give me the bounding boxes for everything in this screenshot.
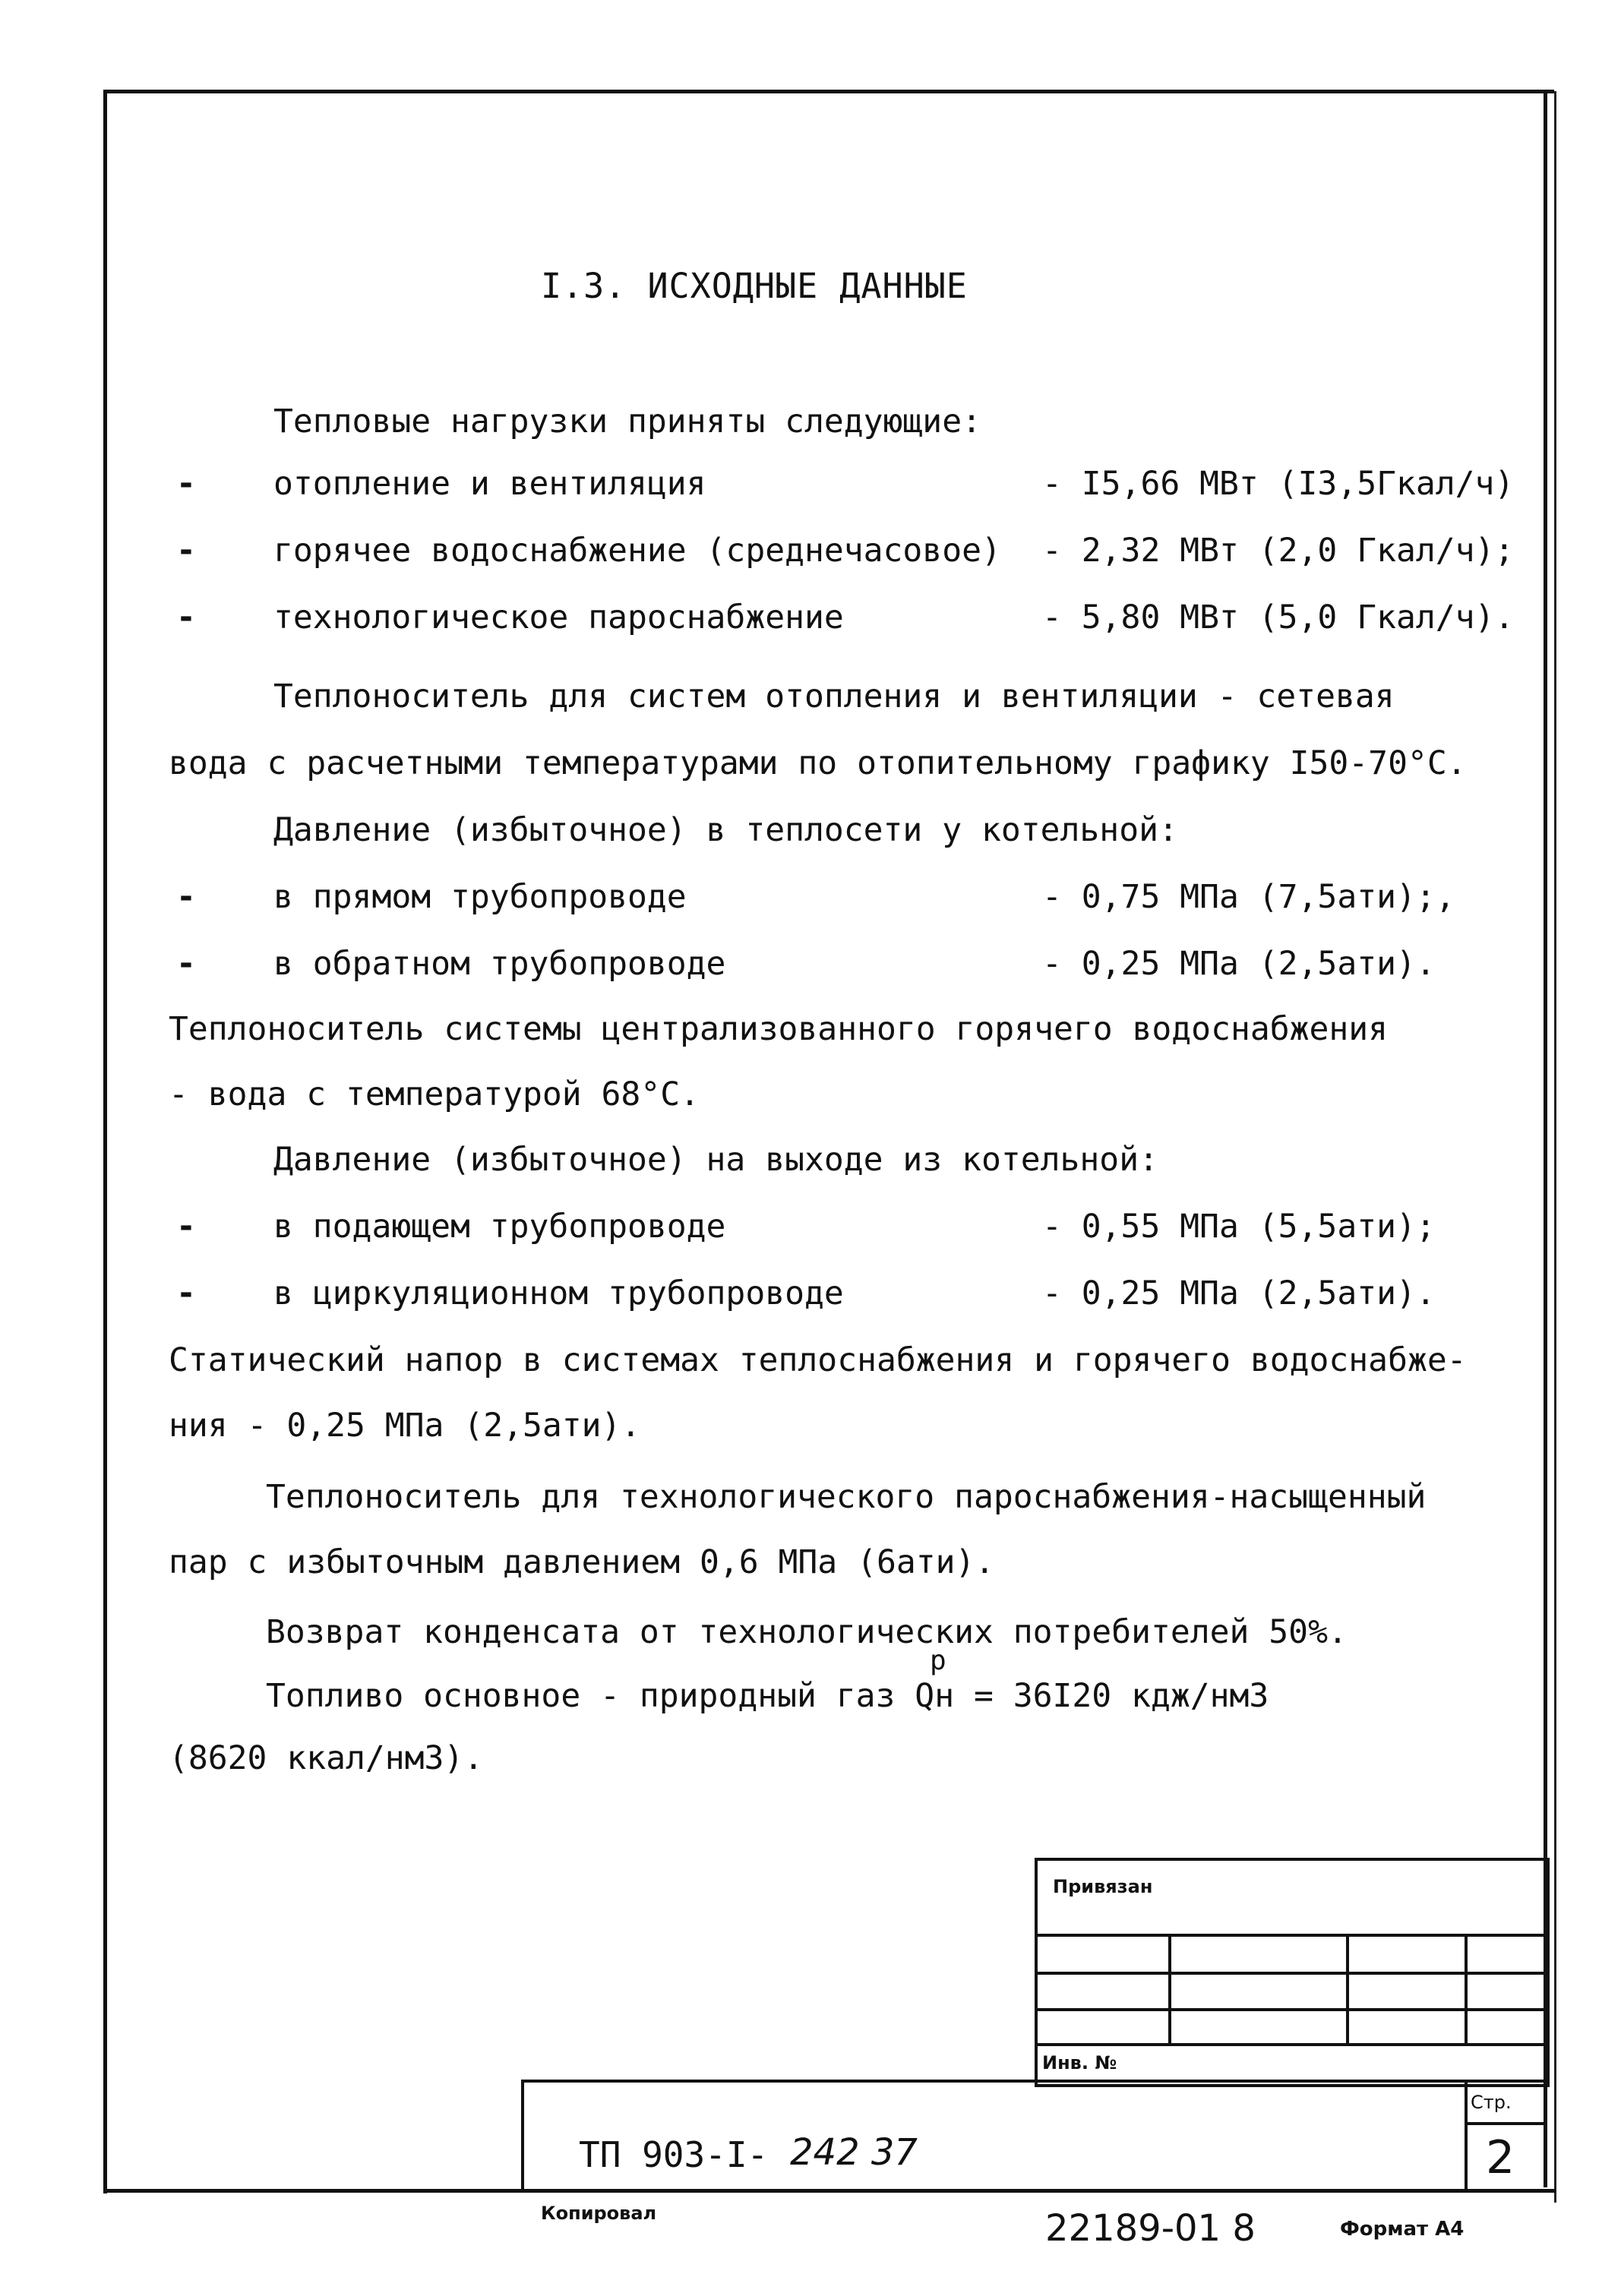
circ-label: в циркуляционном трубопроводе [273,1274,844,1312]
stamp-row-line [1035,2008,1547,2011]
condensate-return: Возврат конденсата от технологических потребителей 50%. [266,1613,1348,1651]
fuel-line-a: Топливо основное - природный газ Qн = 36I20 кдж/нм3 [266,1677,1269,1715]
list-dash: - [176,465,196,503]
supply-label: в подающем трубопроводе [273,1208,726,1246]
heat-label: отопление и вентиляция [273,465,706,503]
list-dash: - [176,1208,196,1246]
steam-carrier-line-a: Теплоноситель для технологического пароснабжения-насыщенный [266,1478,1427,1516]
document-code-printed: ТП 903-I- [579,2134,769,2175]
carrier1-line-b: вода с расчетными температурами по отопительному графику I50-70°С. [169,744,1467,782]
pressure-intro: Давление (избыточное) в теплосети у котельной: [273,811,1178,849]
circ-value: - 0,25 МПа (2,5ати). [1042,1274,1436,1312]
stamp-col-line [1465,1934,1468,2045]
document-code-handwritten: 242 37 [790,2131,918,2174]
steam-value: - 5,80 МВт (5,0 Гкал/ч). [1042,598,1515,636]
stamp-row-line [1035,1934,1547,1937]
return-value: - 0,25 МПа (2,5ати). [1042,945,1436,983]
static-line-a: Статический напор в системах теплоснабжения и горячего водоснабже- [169,1341,1467,1379]
direct-value: - 0,75 МПа (7,5ати);, [1042,878,1455,916]
frame-right-outer-border [1554,91,1556,2203]
section-title: I.3. ИСХОДНЫЕ ДАННЫЕ [541,266,968,306]
hws-label: горячее водоснабжение (среднечасовое) [273,532,1001,570]
privyazan-label: Привязан [1053,1876,1153,1897]
fuel-superscript: р [930,1645,946,1676]
list-dash: - [176,878,196,916]
page-cell-divider [1465,2080,1468,2190]
list-dash: - [176,1274,196,1312]
frame-left-border [103,90,107,2193]
list-dash: - [176,598,196,636]
stamp-row-line [1035,1972,1547,1975]
stamp-col-line [1168,1934,1171,2045]
loads-intro: Тепловые нагрузки приняты следующие: [273,403,981,441]
return-label: в обратном трубопроводе [273,945,726,983]
fuel-line-b: (8620 ккал/нм3). [169,1739,484,1777]
page-label: Стр. [1471,2092,1512,2113]
stamp-row-line [1035,2043,1547,2046]
heat-value: - I5,66 МВт (I3,5Гкал/ч) [1042,465,1515,503]
steam-label: технологическое пароснабжение [273,598,844,636]
page-cell-line [1465,2122,1545,2125]
paper-format-label: Формат А4 [1340,2218,1465,2241]
hws-value: - 2,32 МВт (2,0 Гкал/ч); [1042,532,1515,570]
carrier1-line-a: Теплоноситель для систем отопления и вентиляции - сетевая [273,677,1395,715]
stamp-col-line [1346,1934,1349,2045]
pressure2-intro: Давление (избыточное) на выходе из котельной: [273,1141,1158,1179]
carrier2-line-b: - вода с температурой 68°С. [169,1075,700,1113]
carrier2-line-a: Теплоноситель системы централизованного горячего водоснабжения [169,1010,1389,1048]
direct-label: в прямом трубопроводе [273,878,687,916]
copied-by-label: Копировал [541,2203,657,2224]
page-number: 2 [1486,2131,1515,2184]
list-dash: - [176,945,196,983]
inventory-number-label: Инв. № [1042,2052,1117,2073]
supply-value: - 0,55 МПа (5,5ати); [1042,1208,1436,1246]
list-dash: - [176,532,196,570]
steam-carrier-line-b: пар с избыточным давлением 0,6 МПа (6ати). [169,1543,995,1581]
static-line-b: ния - 0,25 МПа (2,5ати). [169,1407,641,1445]
frame-top-border [103,90,1554,93]
order-number: 22189-01 8 [1045,2207,1256,2250]
